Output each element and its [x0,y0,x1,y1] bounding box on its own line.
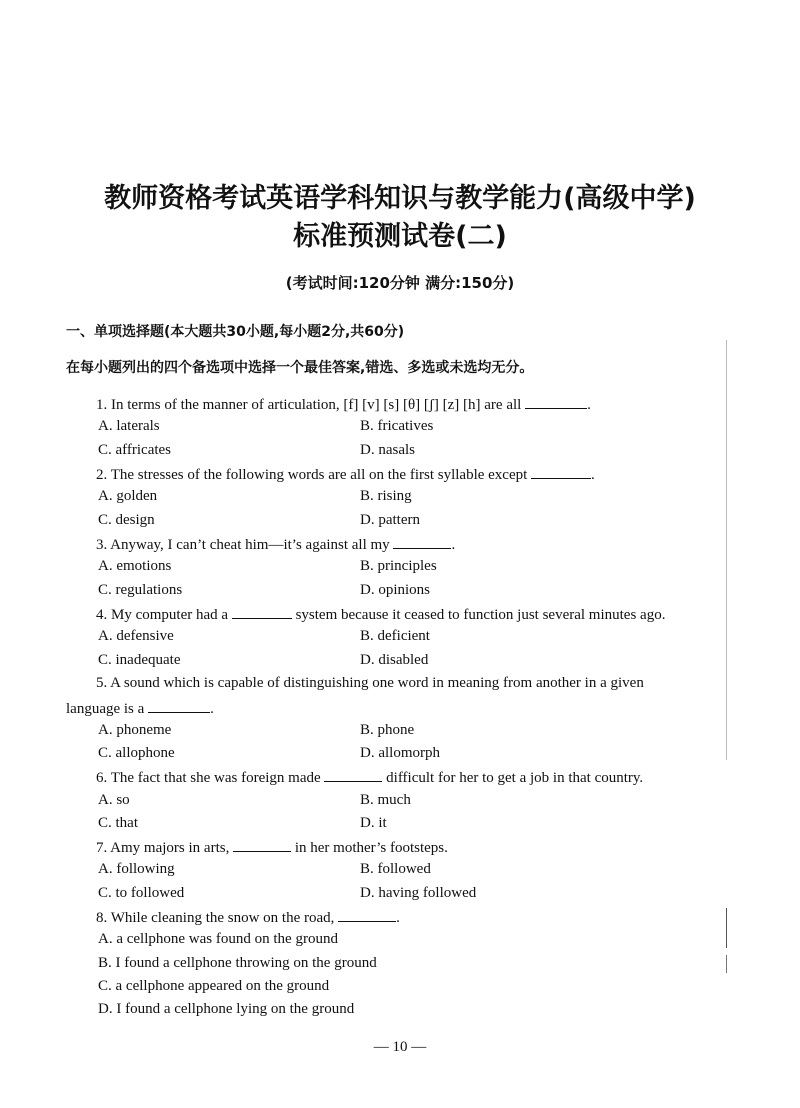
answer-blank [338,907,396,922]
scan-margin-mark [726,955,727,973]
question-8-stem [96,907,400,927]
question-4-stem [96,604,665,624]
question-4-option-d: D. disabled [360,652,429,668]
question-2-option-d: D. pattern [360,512,420,528]
question-4-option-c: C. inadequate [98,652,181,668]
question-2-stem [96,464,595,484]
question-1-option-a: A. laterals [98,418,160,434]
question-4-end: system because it ceased to function just several minutes ago. [295,607,666,623]
exam-title-line2: 标准预测试卷(二) [293,221,507,252]
question-5-option-b: B. phone [360,722,415,738]
question-8-option-d: D. I found a cellphone lying on the ground [98,1001,355,1017]
question-2-option-b: B. rising [360,488,412,504]
answer-blank [393,534,451,549]
question-6-option-a: A. so [98,792,130,808]
question-6-option-c: C. that [98,815,138,831]
question-2-option-a: A. golden [98,488,158,504]
question-7-end: in her mother’s footsteps. [294,840,448,856]
exam-subtitle: (考试时间:120分钟 满分:150分) [285,274,515,292]
answer-blank [233,837,291,852]
question-6-end: difficult for her to get a job in that country. [386,770,644,786]
question-8-text: 8. While cleaning the snow on the road, [96,910,335,926]
question-7-option-d: D. having followed [360,885,477,901]
question-1-option-d: D. nasals [360,442,415,458]
answer-blank [525,394,587,409]
question-8-option-c: C. a cellphone appeared on the ground [98,978,330,994]
question-7-option-c: C. to followed [98,885,185,901]
question-8-end: . [396,910,400,926]
exam-title-line1: 教师资格考试英语学科知识与教学能力(高级中学) [104,183,696,214]
question-1-end: . [587,397,591,413]
question-7-text: 7. Amy majors in arts, [96,840,230,856]
question-6-option-b: B. much [360,792,411,808]
scan-margin-mark [726,340,727,760]
question-3-option-b: B. principles [360,558,437,574]
question-7-option-a: A. following [98,861,175,877]
question-3-end: . [451,537,456,553]
answer-blank [232,604,292,619]
question-7-stem [96,837,448,857]
question-3-option-d: D. opinions [360,582,431,598]
question-6-stem [96,767,643,787]
question-8-option-a: A. a cellphone was found on the ground [98,931,338,947]
section-heading: 一、单项选择题(本大题共30小题,每小题2分,共60分) [66,324,405,340]
question-3-stem [96,534,455,554]
question-8-option-b: B. I found a cellphone throwing on the ground [98,955,377,971]
question-3-option-c: C. regulations [98,582,183,598]
scan-margin-mark [726,908,727,948]
page-number: — 10 — [373,1039,427,1055]
section-instruction: 在每小题列出的四个备选项中选择一个最佳答案,错选、多选或未选均无分。 [66,360,534,376]
question-5-option-d: D. allomorph [360,745,440,761]
question-6-text: 6. The fact that she was foreign made [96,770,321,786]
answer-blank [324,767,382,782]
answer-blank [531,464,591,479]
question-1-option-b: B. fricatives [360,418,434,434]
question-5-option-c: C. allophone [98,745,175,761]
question-2-end: . [591,467,595,483]
answer-blank [148,698,210,713]
question-1-option-c: C. affricates [98,442,172,458]
question-5-stem-line2 [66,698,214,718]
question-4-option-b: B. deficient [360,628,430,644]
question-6-option-d: D. it [360,815,387,831]
question-5-text: language is a [66,701,145,717]
question-4-text: 4. My computer had a [96,607,229,623]
question-4-option-a: A. defensive [98,628,174,644]
question-7-option-b: B. followed [360,861,431,877]
question-5-end: . [210,701,214,717]
question-5-stem-line1: 5. A sound which is capable of distinguishing one word in meaning from another in a given [96,675,644,691]
question-2-option-c: C. design [98,512,155,528]
question-2-text: 2. The stresses of the following words are all on the first syllable except [96,467,528,483]
question-3-text: 3. Anyway, I can’t cheat him—it’s against all my [96,537,390,553]
question-5-option-a: A. phoneme [98,722,172,738]
question-3-option-a: A. emotions [98,558,172,574]
question-1-stem [96,394,591,414]
question-1-text: 1. In terms of the manner of articulation, [f] [v] [s] [θ] [ʃ] [z] [h] are all [96,397,522,413]
